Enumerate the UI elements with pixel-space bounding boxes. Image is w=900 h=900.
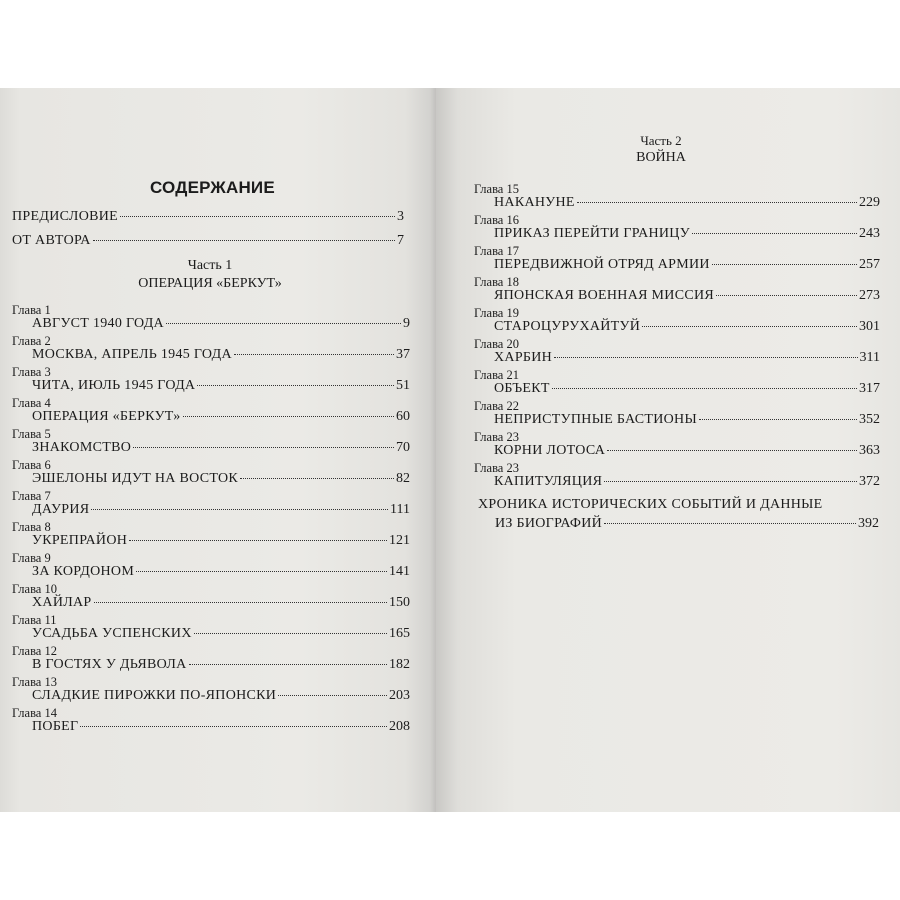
chapter-number: Глава 12 <box>12 644 57 658</box>
chapter-page-number: 141 <box>389 564 410 579</box>
chapter-page-number: 311 <box>859 350 880 365</box>
chapter-number: Глава 16 <box>474 213 519 227</box>
toc-entry <box>32 409 410 425</box>
dot-leader <box>240 478 394 479</box>
part-title: ВОЙНА <box>636 150 686 165</box>
chapter-number: Глава 23 <box>474 461 519 475</box>
chapter-title: МОСКВА, АПРЕЛЬ 1945 ГОДА <box>32 347 232 362</box>
chapter-number: Глава 7 <box>12 489 51 503</box>
chapter-page-number: 273 <box>859 288 880 303</box>
chapter-page-number: 70 <box>396 440 410 455</box>
chapter-number: Глава 8 <box>12 520 51 534</box>
chapter-title: ЯПОНСКАЯ ВОЕННАЯ МИССИЯ <box>494 288 715 303</box>
toc-entry <box>32 316 410 332</box>
dot-leader <box>699 419 857 420</box>
chapter-title: НЕПРИСТУПНЫЕ БАСТИОНЫ <box>494 412 697 427</box>
dot-leader <box>189 664 387 665</box>
dot-leader <box>552 388 857 389</box>
chapter-title: ХАЙЛАР <box>32 595 92 610</box>
chapter-page-number: 182 <box>389 657 410 672</box>
chapter-page-number: 37 <box>396 347 410 362</box>
chapter-page-number: 9 <box>403 316 410 331</box>
dot-leader <box>80 726 387 727</box>
toc-entry-author-note <box>12 233 404 249</box>
chapter-page-number: 317 <box>859 381 880 396</box>
toc-entry-page: 3 <box>397 209 404 224</box>
dot-leader <box>197 385 394 386</box>
chapter-page-number: 60 <box>396 409 410 424</box>
toc-entry <box>32 688 410 704</box>
toc-entry <box>494 195 880 211</box>
toc-entry <box>494 474 880 490</box>
dot-leader <box>136 571 387 572</box>
dot-leader <box>554 357 857 358</box>
chapter-number: Глава 14 <box>12 706 57 720</box>
chapter-title: КОРНИ ЛОТОСА <box>494 443 606 458</box>
chapter-number: Глава 13 <box>12 675 57 689</box>
dot-leader <box>129 540 387 541</box>
left-page <box>0 88 436 812</box>
chapter-page-number: 363 <box>859 443 880 458</box>
dot-leader <box>166 323 401 324</box>
dot-leader <box>91 509 388 510</box>
chapter-page-number: 203 <box>389 688 410 703</box>
toc-appendix-line2 <box>495 516 879 532</box>
toc-entry-label: ХРОНИКА ИСТОРИЧЕСКИХ СОБЫТИЙ И ДАННЫЕ <box>478 497 823 512</box>
toc-entry <box>494 288 880 304</box>
toc-entry <box>32 378 410 394</box>
chapter-title: ПОБЕГ <box>32 719 79 734</box>
dot-leader <box>692 233 857 234</box>
toc-entry-label: ОТ АВТОРА <box>12 233 91 248</box>
part-title: ОПЕРАЦИЯ «БЕРКУТ» <box>138 276 282 291</box>
toc-heading: СОДЕРЖАНИЕ <box>150 178 275 197</box>
chapter-title: НАКАНУНЕ <box>494 195 575 210</box>
chapter-title: ОПЕРАЦИЯ «БЕРКУТ» <box>32 409 181 424</box>
toc-entry <box>494 412 880 428</box>
toc-entry <box>494 319 880 335</box>
chapter-page-number: 257 <box>859 257 880 272</box>
dot-leader <box>712 264 857 265</box>
chapter-number: Глава 23 <box>474 430 519 444</box>
dot-leader <box>93 240 395 241</box>
toc-appendix-line1 <box>478 497 838 513</box>
chapter-number: Глава 4 <box>12 396 51 410</box>
chapter-page-number: 82 <box>396 471 410 486</box>
chapter-number: Глава 10 <box>12 582 57 596</box>
toc-entry-page: 7 <box>397 233 404 248</box>
toc-entry-label: ИЗ БИОГРАФИЙ <box>495 516 603 531</box>
chapter-title: ЧИТА, ИЮЛЬ 1945 ГОДА <box>32 378 196 393</box>
chapter-number: Глава 19 <box>474 306 519 320</box>
dot-leader <box>577 202 857 203</box>
chapter-number: Глава 5 <box>12 427 51 441</box>
toc-entry <box>32 347 410 363</box>
chapter-title: УКРЕПРАЙОН <box>32 533 128 548</box>
toc-entry <box>32 564 410 580</box>
chapter-number: Глава 22 <box>474 399 519 413</box>
dot-leader <box>94 602 387 603</box>
part-number: Часть 1 <box>187 258 233 273</box>
chapter-page-number: 352 <box>859 412 880 427</box>
toc-entry <box>32 440 410 456</box>
chapter-title: ДАУРИЯ <box>32 502 90 517</box>
dot-leader <box>604 523 856 524</box>
toc-entry <box>32 626 410 642</box>
toc-entry <box>494 257 880 273</box>
toc-entry <box>32 595 410 611</box>
toc-entry <box>494 381 880 397</box>
chapter-title: СТАРОЦУРУХАЙТУЙ <box>494 319 641 334</box>
toc-entry-page: 392 <box>858 516 879 531</box>
dot-leader <box>278 695 387 696</box>
dot-leader <box>234 354 394 355</box>
chapter-number: Глава 9 <box>12 551 51 565</box>
toc-entry-preface <box>12 209 404 225</box>
dot-leader <box>716 295 857 296</box>
toc-entry <box>32 533 410 549</box>
chapter-page-number: 150 <box>389 595 410 610</box>
chapter-title: ХАРБИН <box>494 350 553 365</box>
toc-entry <box>494 443 880 459</box>
chapter-page-number: 301 <box>859 319 880 334</box>
chapter-title: ЗА КОРДОНОМ <box>32 564 135 579</box>
chapter-number: Глава 11 <box>12 613 57 627</box>
toc-entry <box>494 226 880 242</box>
dot-leader <box>642 326 857 327</box>
chapter-title: ОБЪЕКТ <box>494 381 550 396</box>
chapter-page-number: 111 <box>390 502 410 517</box>
toc-entry <box>32 471 410 487</box>
chapter-page-number: 372 <box>859 474 880 489</box>
chapter-number: Глава 21 <box>474 368 519 382</box>
dot-leader <box>604 481 857 482</box>
chapter-title: УСАДЬБА УСПЕНСКИХ <box>32 626 192 641</box>
chapter-page-number: 229 <box>859 195 880 210</box>
chapter-number: Глава 18 <box>474 275 519 289</box>
chapter-page-number: 165 <box>389 626 410 641</box>
dot-leader <box>120 216 395 217</box>
toc-entry <box>32 719 410 735</box>
toc-entry <box>32 502 410 518</box>
chapter-number: Глава 6 <box>12 458 51 472</box>
chapter-title: ЭШЕЛОНЫ ИДУТ НА ВОСТОК <box>32 471 239 486</box>
chapter-number: Глава 2 <box>12 334 51 348</box>
dot-leader <box>183 416 394 417</box>
book-spread <box>0 88 900 812</box>
chapter-number: Глава 1 <box>12 303 51 317</box>
right-page <box>436 88 900 812</box>
chapter-title: АВГУСТ 1940 ГОДА <box>32 316 164 331</box>
part-number: Часть 2 <box>640 133 682 148</box>
chapter-title: ПЕРЕДВИЖНОЙ ОТРЯД АРМИИ <box>494 257 710 272</box>
chapter-title: КАПИТУЛЯЦИЯ <box>494 474 603 489</box>
chapter-title: В ГОСТЯХ У ДЬЯВОЛА <box>32 657 187 672</box>
chapter-page-number: 243 <box>859 226 880 241</box>
chapter-title: ЗНАКОМСТВО <box>32 440 132 455</box>
chapter-number: Глава 15 <box>474 182 519 196</box>
toc-entry <box>32 657 410 673</box>
chapter-number: Глава 17 <box>474 244 519 258</box>
chapter-number: Глава 20 <box>474 337 519 351</box>
dot-leader <box>607 450 857 451</box>
dot-leader <box>133 447 394 448</box>
chapter-page-number: 51 <box>396 378 410 393</box>
chapter-page-number: 208 <box>389 719 410 734</box>
chapter-title: СЛАДКИЕ ПИРОЖКИ ПО-ЯПОНСКИ <box>32 688 277 703</box>
chapter-page-number: 121 <box>389 533 410 548</box>
toc-entry <box>494 350 880 366</box>
dot-leader <box>194 633 387 634</box>
chapter-title: ПРИКАЗ ПЕРЕЙТИ ГРАНИЦУ <box>494 226 690 241</box>
chapter-number: Глава 3 <box>12 365 51 379</box>
toc-entry-label: ПРЕДИСЛОВИЕ <box>12 209 119 224</box>
